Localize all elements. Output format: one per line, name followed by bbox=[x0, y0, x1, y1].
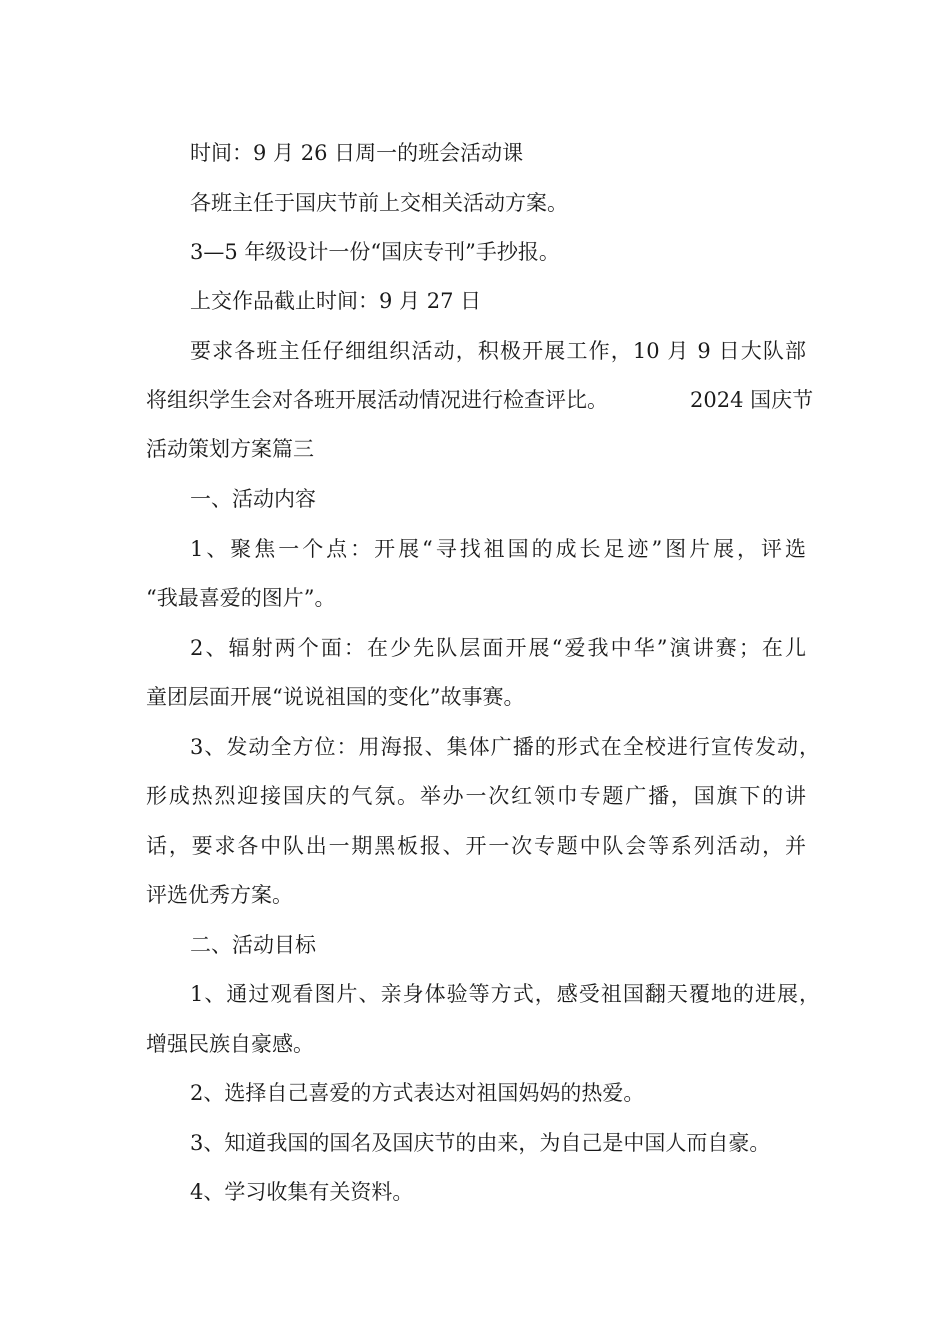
text-line: 3—5 年级设计一份“国庆专刊”手抄报。 bbox=[190, 240, 560, 264]
section-heading: 二、活动目标 bbox=[190, 933, 316, 957]
text-line: 形成热烈迎接国庆的气氛。举办一次红领巾专题广播，国旗下的讲 bbox=[146, 784, 806, 808]
text-line: 时间：9 月 26 日周一的班会活动课 bbox=[190, 141, 524, 165]
text-line: 将组织学生会对各班开展活动情况进行检查评比。 bbox=[146, 388, 608, 412]
text-line: 话，要求各中队出一期黑板报、开一次专题中队会等系列活动，并 bbox=[146, 834, 806, 858]
text-line: 4、学习收集有关资料。 bbox=[190, 1180, 414, 1204]
text-line: 活动策划方案篇三 bbox=[146, 437, 314, 461]
text-line: “我最喜爱的图片”。 bbox=[146, 586, 336, 610]
text-line: 2024 国庆节 bbox=[690, 388, 814, 412]
text-line: 3、知道我国的国名及国庆节的由来，为自己是中国人而自豪。 bbox=[190, 1131, 771, 1155]
text-line: 童团层面开展“说说祖国的变化”故事赛。 bbox=[146, 685, 525, 709]
text-line: 上交作品截止时间：9 月 27 日 bbox=[190, 289, 482, 313]
text-line: 要求各班主任仔细组织活动，积极开展工作，10 月 9 日大队部 bbox=[190, 339, 806, 363]
text-line: 2、辐射两个面：在少先队层面开展“爱我中华”演讲赛；在儿 bbox=[190, 636, 806, 660]
text-line: 1、聚焦一个点：开展“寻找祖国的成长足迹”图片展，评选 bbox=[190, 537, 806, 561]
text-line: 评选优秀方案。 bbox=[146, 883, 293, 907]
section-heading: 一、活动内容 bbox=[190, 487, 316, 511]
text-line: 3、发动全方位：用海报、集体广播的形式在全校进行宣传发动， bbox=[190, 735, 820, 759]
text-line: 各班主任于国庆节前上交相关活动方案。 bbox=[190, 191, 568, 215]
text-line: 2、选择自己喜爱的方式表达对祖国妈妈的热爱。 bbox=[190, 1081, 645, 1105]
text-line: 1、通过观看图片、亲身体验等方式，感受祖国翻天覆地的进展， bbox=[190, 982, 820, 1006]
text-line: 增强民族自豪感。 bbox=[146, 1032, 314, 1056]
